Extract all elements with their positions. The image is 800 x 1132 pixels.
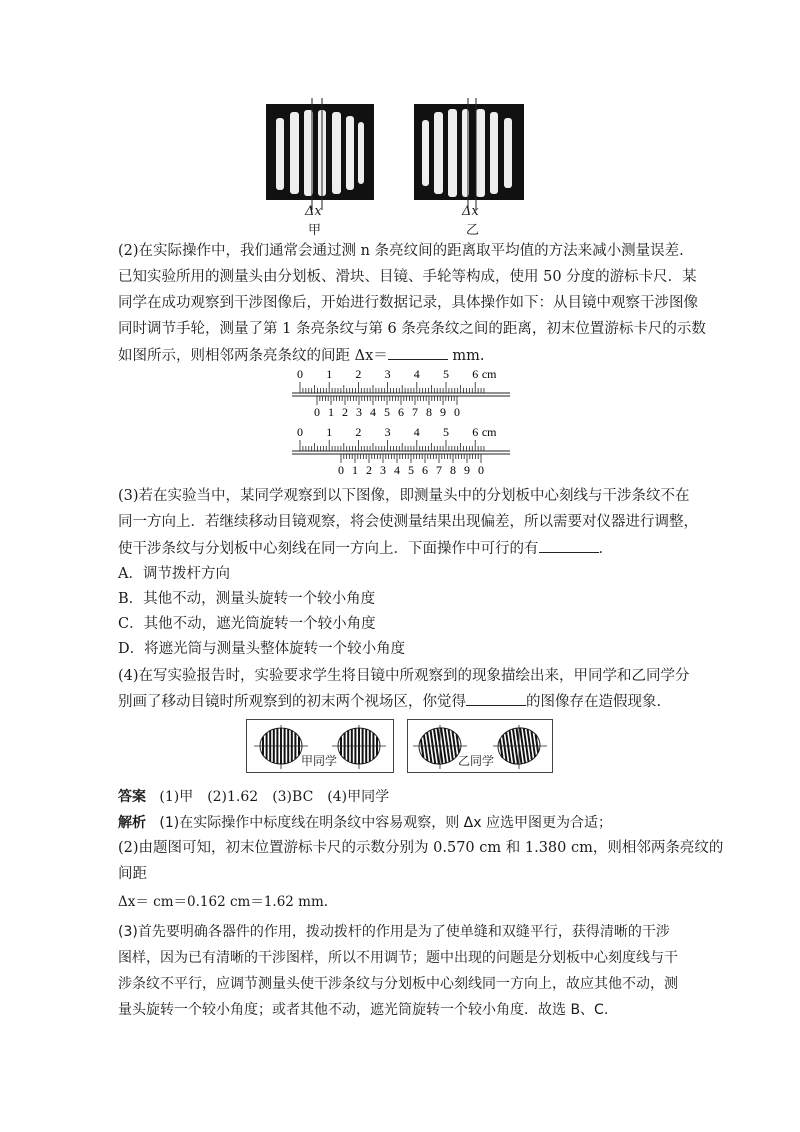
analysis-p1: (1)在实际操作中标度线在明条纹中容易观察，则 Δx 应选甲图更为合适； [159,815,612,831]
vernier-scale-label: 8 [450,463,456,477]
vernier-scale-label: 7 [436,463,442,477]
q3-line-1: (3)若在实验当中，某同学观察到以下图像，即测量头中的分划板中心刻线与干涉条纹不在 [118,488,690,504]
main-scale-label: 0 [297,425,303,439]
main-scale-label: 5 [443,425,449,439]
delta-x-label-jia: Δx [305,204,322,219]
vernier-scale-label: 8 [426,405,432,419]
view-label-yi: 乙同学 [458,754,495,768]
main-scale-label: 3 [384,367,391,381]
vernier-scale-label: 1 [328,405,334,419]
q4-line-2-end: 的图像存在造假现象. [526,694,662,710]
main-scale-label: 6 [472,425,479,439]
vernier-caliper-2 [290,424,520,478]
main-scale-label: 5 [443,367,449,381]
q2-line-5-unit: mm. [447,348,485,364]
q2-line-4: 同时调节手轮，测量了第 1 条亮条纹与第 6 条亮条纹之间的距离，初末位置游标卡尺的示数 [118,321,706,337]
answer-text: (1)甲 (2)1.62 (3)BC (4)甲同学 [159,789,390,805]
view-label-jia: 甲同学 [301,754,338,768]
analysis-p3-line-2: 图样，因为已有清晰的干涉图样，所以不用调节；题中出现的问题是分划板中心刻度线与干 [118,950,678,966]
analysis-p3-line-4: 量头旋转一个较小角度；或者其他不动，遮光筒旋转一个较小角度．故选 B、C. [118,1002,609,1018]
vernier-scale-label: 2 [342,405,348,419]
q3-option-d: D．将遮光筒与测量头整体旋转一个较小角度 [118,641,406,657]
fringe-label-jia: 甲 [308,223,322,238]
vernier-scale-label: 6 [398,405,404,419]
analysis-p3-line-3: 涉条纹不平行，应调节测量头使干涉条纹与分划板中心刻线同一方向上，故应其他不动，测 [118,976,678,992]
q4-line-1: (4)在写实验报告时，实验要求学生将目镜中所观察到的现象描绘出来，甲同学和乙同学分 [118,668,690,684]
analysis-p2-formula: Δx＝ cm＝0.162 cm＝1.62 mm. [118,894,329,910]
vernier-scale-label: 6 [422,463,428,477]
vernier-scale-label: 9 [440,405,446,419]
fringe-label-yi-text: 乙 [466,223,480,238]
vernier-scale-label: 4 [394,463,400,477]
answer-line [118,787,389,807]
main-scale-label: 3 [384,425,391,439]
vernier-scale-label: 1 [352,463,358,477]
vernier-scale-label: 9 [464,463,470,477]
main-scale-label: 1 [326,367,333,381]
vernier-scale-label: 0 [314,405,320,419]
main-scale-label: 1 [326,425,333,439]
main-scale-label: 4 [413,367,420,381]
vernier-scale-label: 3 [380,463,386,477]
vernier-scale-label: 0 [338,463,344,477]
unit-label: cm [481,367,497,381]
q4-line-2-text: 别画了移动目镜时所观察到的初末两个视场区，你觉得 [118,694,466,710]
delta-x-label-yi: Δx [462,204,479,219]
q3-answer-blank [539,538,599,553]
q3-line-3-text: 使干涉条纹与分划板中心刻线在同一方向上．下面操作中可行的有 [118,541,539,557]
answer-label: 答案 [118,789,146,805]
q4-answer-blank [466,691,526,706]
q3-line-3 [118,538,613,559]
analysis-line-1 [118,813,612,833]
vernier-scale-label: 3 [356,405,362,419]
q2-answer-blank [388,345,448,360]
q2-line-5 [118,345,484,366]
vernier-scale-label: 7 [412,405,418,419]
vernier-scale-label: 4 [370,405,376,419]
fringe-figure-yi [410,98,528,210]
q3-line-3-end: ． [598,541,613,557]
q3-option-b: B．其他不动，测量头旋转一个较小角度 [118,591,376,607]
main-scale-label: 2 [355,367,362,381]
main-scale-label: 4 [413,425,420,439]
vernier-caliper-1 [290,366,520,420]
vernier-scale-label: 5 [384,405,390,419]
q2-line-2: 已知实验所用的测量头由分划板、滑块、目镜、手轮等构成，使用 50 分度的游标卡尺．某 [118,269,697,285]
fringe-figure-jia [262,98,378,210]
analysis-p2-line-1: (2)由题图可知，初末位置游标卡尺的示数分别为 0.570 cm 和 1.380 cm，则相邻两条亮纹的 [118,840,724,856]
vernier-scale-label: 0 [454,405,460,419]
q3-line-2: 同一方向上．若继续移动目镜观察，将会使测量结果出现偏差，所以需要对仪器进行调整， [118,514,698,530]
vernier-scale-label: 5 [408,463,414,477]
q2-line-5-text: 如图所示，则相邻两条亮条纹的间距 Δx＝ [118,348,388,364]
vernier-scale-label: 2 [366,463,372,477]
unit-label: cm [481,425,497,439]
q2-line-3: 同学在成功观察到干涉图像后，开始进行数据记录，具体操作如下：从目镜中观察干涉图像 [118,295,698,311]
vernier-scale-label: 0 [478,463,484,477]
analysis-p2-line-2: 间距 [118,866,147,882]
analysis-p3-line-1: (3)首先要明确各器件的作用，拨动拨杆的作用是为了使单缝和双缝平行，获得清晰的干涉 [118,924,670,940]
main-scale-label: 2 [355,425,362,439]
q3-option-c: C．其他不动，遮光筒旋转一个较小角度 [118,616,376,632]
q4-line-2 [118,691,661,712]
main-scale-label: 6 [472,367,479,381]
analysis-label: 解析 [118,815,146,831]
q3-option-a: A．调节拨杆方向 [118,566,230,582]
q2-line-1: (2)在实际操作中，我们通常会通过测 n 条亮纹间的距离取平均值的方法来减小测量误差. [118,243,684,259]
main-scale-label: 0 [297,367,303,381]
